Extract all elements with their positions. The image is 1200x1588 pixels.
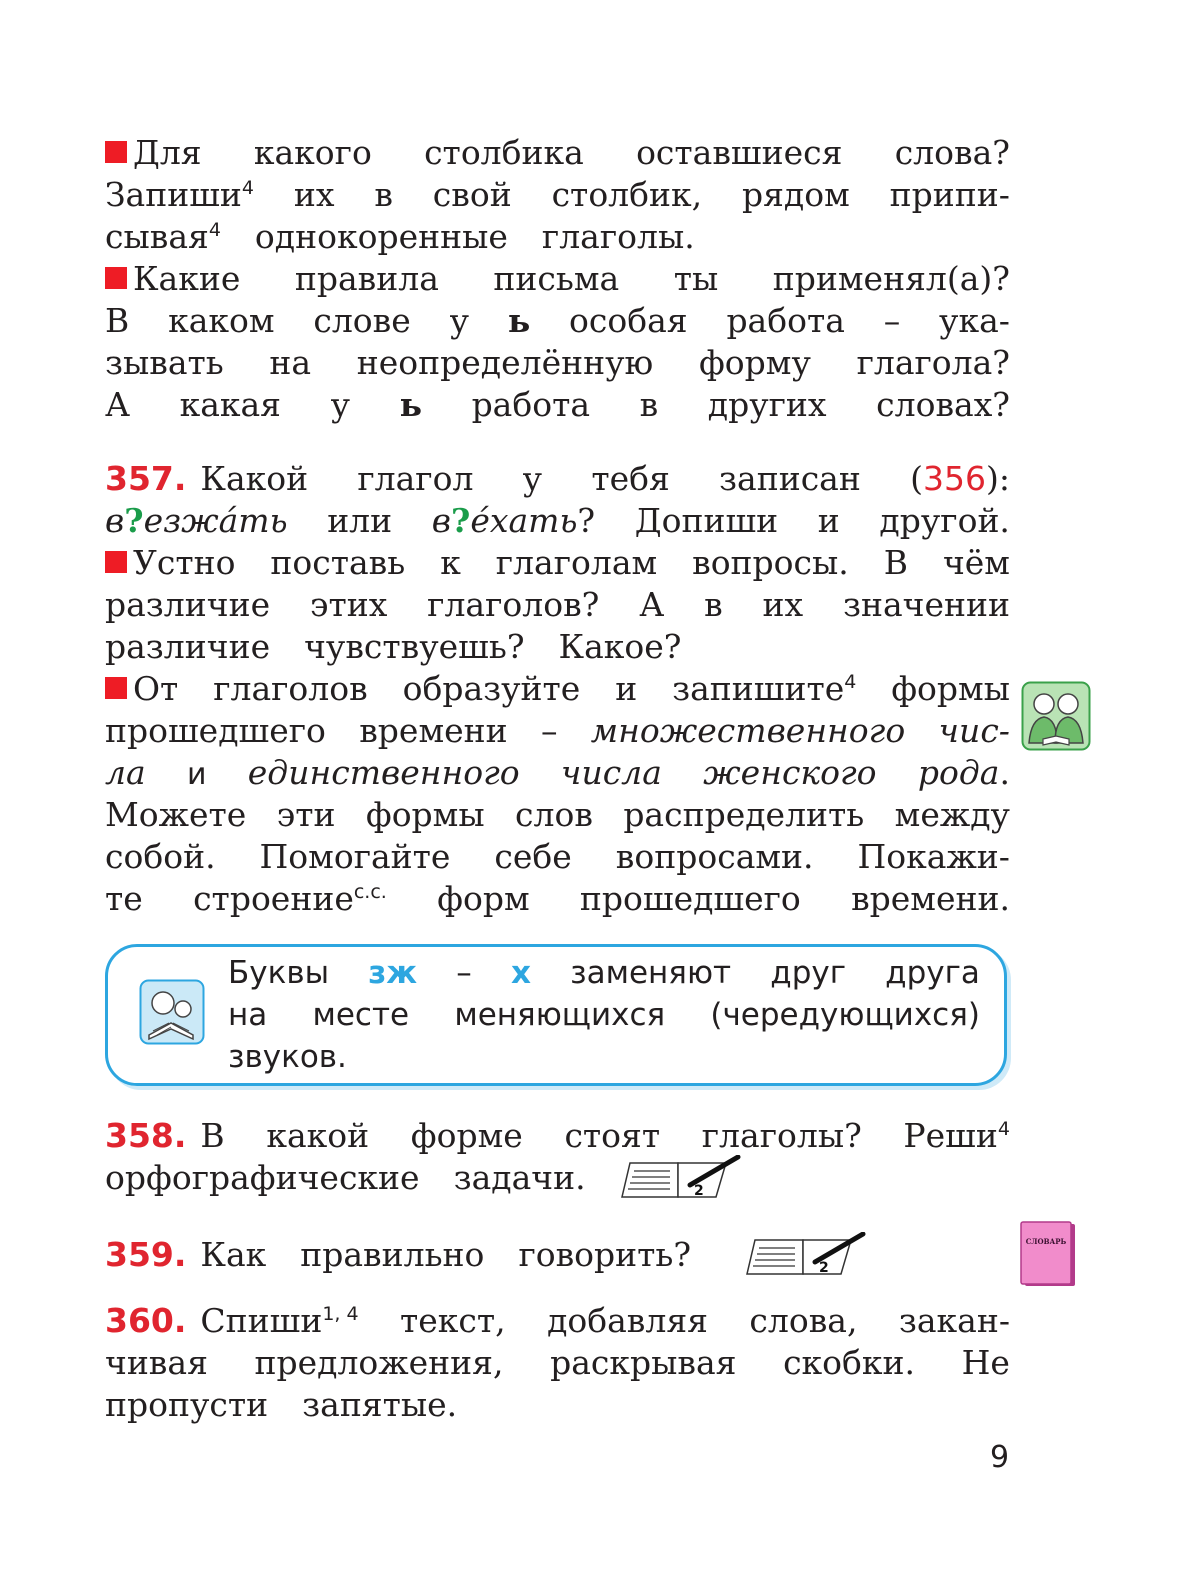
- word: Для: [133, 133, 202, 172]
- dictionary-label: СЛОВАРЬ: [1025, 1237, 1067, 1246]
- word: времени.: [851, 879, 1010, 918]
- word: женского: [703, 753, 877, 792]
- exercise-number: 360.: [105, 1301, 187, 1340]
- word: А: [639, 585, 665, 624]
- word: вопросами.: [615, 837, 814, 876]
- word: ука-: [939, 301, 1010, 340]
- word: у: [330, 385, 350, 424]
- soft-sign: ь: [507, 301, 531, 340]
- text-line: [105, 1157, 1010, 1199]
- word: эти: [276, 795, 336, 834]
- word: у: [522, 459, 543, 498]
- text-line: [105, 1384, 1010, 1426]
- word: Буквы: [228, 955, 330, 991]
- word: чём: [942, 543, 1010, 582]
- exercise-number: 359.: [105, 1235, 187, 1274]
- text-line: [105, 668, 1010, 710]
- red-square-icon: [105, 677, 127, 699]
- text-line: [105, 258, 1010, 300]
- word: столбик,: [551, 175, 703, 214]
- word: других: [707, 385, 827, 424]
- word: раскрывая: [550, 1343, 737, 1382]
- word: говорить?: [518, 1235, 692, 1274]
- word: 360. Спиши$^{1, 4}$: [105, 1301, 359, 1340]
- word: те: [105, 879, 143, 918]
- red-square-icon: [105, 141, 127, 163]
- word: слове: [313, 301, 411, 340]
- text-line: [105, 584, 1010, 626]
- word: Покажи-: [857, 837, 1010, 876]
- word: ла: [105, 753, 146, 792]
- word: –: [456, 955, 472, 991]
- word: чис-: [938, 711, 1010, 750]
- word: Допиши: [634, 501, 779, 540]
- word: Реши$^4$: [903, 1116, 1010, 1155]
- bullet: Устно: [105, 542, 235, 584]
- notebook-pen-icon: [620, 1155, 742, 1201]
- word: сывая$^4$: [105, 217, 221, 256]
- red-square-icon: [105, 551, 127, 573]
- word: закан-: [898, 1301, 1010, 1340]
- word: задачи.: [453, 1158, 586, 1197]
- word: друга: [885, 955, 980, 991]
- dictionary-icon: [1019, 1220, 1077, 1288]
- word: рода.: [917, 753, 1010, 792]
- word: и: [817, 501, 840, 540]
- bullet: От: [105, 668, 178, 710]
- word: припи-: [889, 175, 1010, 214]
- word: орфографические: [105, 1158, 420, 1197]
- word: их: [762, 585, 804, 624]
- word: неопределённую: [356, 343, 654, 382]
- word: прошедшего: [579, 879, 801, 918]
- word: запишите$^4$: [672, 669, 857, 708]
- word: Не: [961, 1343, 1010, 1382]
- text-line: [105, 542, 1010, 584]
- word: на: [269, 343, 312, 382]
- word: правильно: [300, 1235, 485, 1274]
- word: формы: [891, 669, 1010, 708]
- word: каком: [168, 301, 275, 340]
- word: письма: [493, 259, 620, 298]
- word: и: [186, 757, 207, 792]
- word: глаголам: [495, 543, 658, 582]
- word: глагол: [357, 459, 474, 498]
- word: в: [639, 385, 659, 424]
- highlight-letters: зж: [368, 955, 418, 991]
- word: тебя: [591, 459, 670, 498]
- word: распределить: [623, 795, 865, 834]
- word: к: [440, 543, 461, 582]
- word: какая: [179, 385, 281, 424]
- exercise-357-line: [105, 458, 1010, 500]
- word: Помогайте: [259, 837, 451, 876]
- word: в: [704, 585, 723, 624]
- word: в: [374, 175, 393, 214]
- word: форму: [698, 343, 811, 382]
- word: единственного: [247, 753, 520, 792]
- text-line: [105, 1342, 1010, 1384]
- word: меняющихся: [454, 997, 666, 1033]
- word: Запиши$^4$: [105, 175, 254, 214]
- text-line: [105, 174, 1010, 216]
- icon-digit: 2: [694, 1183, 704, 1199]
- word: звуков.: [228, 1039, 347, 1075]
- text-line: [105, 836, 1010, 878]
- verb-1: в?езжáть: [105, 501, 288, 540]
- word: слов: [515, 795, 593, 834]
- word: Можете: [105, 795, 247, 834]
- word: друг: [770, 955, 847, 991]
- text-line: [105, 878, 1010, 920]
- word: зывать: [105, 343, 224, 382]
- text-line: [105, 710, 1010, 752]
- notebook-pen-icon: [745, 1232, 867, 1278]
- word: чувствуешь?: [304, 627, 525, 666]
- word: глагола?: [856, 343, 1010, 382]
- word: и: [615, 669, 638, 708]
- word: слова?: [894, 133, 1010, 172]
- word: какого: [253, 133, 372, 172]
- word: строение$^{с.с.}$: [193, 879, 387, 918]
- word: А: [105, 385, 130, 424]
- red-square-icon: [105, 267, 127, 289]
- word: столбика: [424, 133, 584, 172]
- word: 358. В: [105, 1116, 225, 1155]
- word: различие: [105, 585, 271, 624]
- word: их: [293, 175, 335, 214]
- word: или: [327, 501, 393, 540]
- text-line: [105, 626, 1010, 668]
- word: вопросы.: [692, 543, 849, 582]
- word: –: [883, 301, 901, 340]
- verb-2: в?éхать?: [431, 501, 596, 540]
- reading-rule-icon: [139, 979, 205, 1045]
- word: работа: [726, 301, 845, 340]
- word: В: [883, 543, 908, 582]
- word: однокоренные: [254, 217, 508, 256]
- bullet: Какие: [105, 258, 240, 300]
- word: (чередующихся): [710, 997, 980, 1033]
- word: скобки.: [783, 1343, 916, 1382]
- word: рядом: [741, 175, 850, 214]
- exercise-number: 358.: [105, 1116, 187, 1155]
- rule-line: [228, 994, 980, 1036]
- word: записан: [719, 459, 861, 498]
- text-line: [105, 216, 1010, 258]
- word: у: [449, 301, 470, 340]
- word: какой: [266, 1116, 370, 1155]
- word: заменяют: [570, 955, 732, 991]
- word: времени: [359, 711, 508, 750]
- word: добавляя: [547, 1301, 708, 1340]
- word: числа: [560, 753, 662, 792]
- exercise-reference: (356):: [910, 459, 1010, 498]
- word: применял(а)?: [772, 259, 1010, 298]
- word: образуйте: [402, 669, 581, 708]
- soft-sign: ь: [399, 385, 422, 424]
- word: свой: [432, 175, 512, 214]
- word: 357. Какой: [105, 459, 309, 498]
- word: стоят: [564, 1116, 661, 1155]
- word: глаголы.: [541, 217, 695, 256]
- word: запятые.: [302, 1385, 458, 1424]
- text-line: [105, 752, 1010, 794]
- word: правила: [294, 259, 439, 298]
- word: этих: [309, 585, 388, 624]
- word: другой.: [879, 501, 1010, 540]
- rule-line: [228, 952, 980, 994]
- word: форм: [437, 879, 530, 918]
- text-line: [105, 794, 1010, 836]
- word: глаголы?: [701, 1116, 862, 1155]
- exercise-359-line: [105, 1234, 1010, 1276]
- exercise-360-line: [105, 1300, 1010, 1342]
- word: чивая: [105, 1343, 208, 1382]
- exercise-358-line: [105, 1115, 1010, 1157]
- pair-work-icon: [1021, 681, 1091, 751]
- word: себе: [494, 837, 572, 876]
- word: пропусти: [105, 1385, 269, 1424]
- text-line: [105, 300, 1010, 342]
- text-line: [105, 384, 1010, 426]
- word: множественного: [590, 711, 906, 750]
- word: поставь: [270, 543, 406, 582]
- icon-digit: 2: [819, 1260, 829, 1276]
- rule-line: [228, 1036, 980, 1078]
- word: глаголов?: [427, 585, 600, 624]
- word: 359. Как: [105, 1235, 267, 1274]
- word: различие: [105, 627, 271, 666]
- word: текст,: [400, 1301, 506, 1340]
- word: собой.: [105, 837, 216, 876]
- word: форме: [410, 1116, 523, 1155]
- word: прошедшего: [105, 711, 326, 750]
- word: работа: [471, 385, 591, 424]
- highlight-letters: х: [510, 955, 531, 991]
- exercise-number: 357.: [105, 459, 187, 498]
- text-line: [105, 342, 1010, 384]
- text-line: [105, 500, 1010, 542]
- text-line: [105, 132, 1010, 174]
- word: на: [228, 997, 268, 1033]
- word: слова,: [749, 1301, 858, 1340]
- word: В: [105, 301, 130, 340]
- word: формы: [365, 795, 485, 834]
- page-number: 9: [990, 1440, 1010, 1475]
- word: оставшиеся: [636, 133, 843, 172]
- bullet: [105, 132, 202, 174]
- word: месте: [312, 997, 410, 1033]
- word: словах?: [876, 385, 1010, 424]
- word: значении: [843, 585, 1010, 624]
- word: между: [894, 795, 1010, 834]
- word: особая: [569, 301, 688, 340]
- word: Какое?: [558, 627, 682, 666]
- word: предложения,: [254, 1343, 504, 1382]
- word: –: [540, 711, 558, 750]
- word: ты: [673, 259, 719, 298]
- word: глаголов: [213, 669, 368, 708]
